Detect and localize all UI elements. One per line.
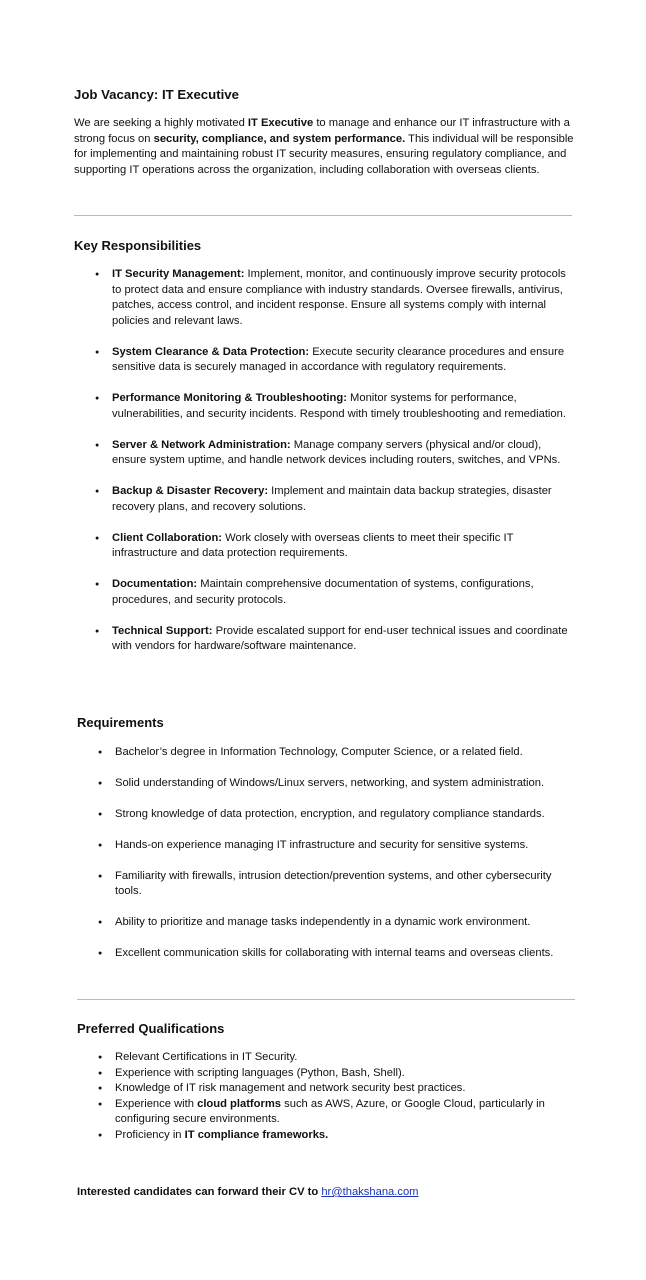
intro-bold-role: IT Executive: [247, 117, 314, 129]
responsibilities-heading: Key Responsibilities: [74, 238, 202, 253]
preferred-bold: IT compliance frameworks.: [184, 1128, 329, 1141]
responsibility-text: Manage company servers (physical and/or cloud), ensure system uptime, and handle network devices including routers, switches, and VPNs.: [112, 438, 561, 467]
divider-bottom: [77, 999, 575, 1000]
responsibility-label: Server & Network Administration:: [112, 438, 291, 451]
requirement-item: ● Hands-on experience managing IT infrastructure and security for sensitive systems.: [77, 838, 577, 854]
responsibility-label: Technical Support:: [112, 624, 213, 637]
preferred-bold: cloud platforms: [197, 1097, 282, 1110]
responsibility-label: Performance Monitoring & Troubleshooting:: [112, 392, 347, 405]
intro-bold-focus: security, compliance, and system performance.: [153, 132, 406, 145]
preferred-text: Experience with: [115, 1097, 198, 1110]
preferred-text: Knowledge of IT risk management and network security best practices.: [115, 1082, 466, 1095]
responsibility-label: Client Collaboration:: [112, 531, 223, 544]
responsibility-item: [74, 624, 570, 655]
responsibility-label: Backup & Disaster Recovery:: [112, 485, 269, 498]
responsibility-text: Implement and maintain data backup strategies, disaster recovery plans, and recovery solutions.: [112, 485, 552, 513]
responsibility-item: [74, 531, 570, 562]
preferred-text-end: such as AWS, Azure, or Google Cloud, particularly in configuring secure environments.: [115, 1097, 545, 1126]
responsibility-item: [74, 391, 570, 422]
requirements-heading: Requirements: [77, 715, 164, 730]
intro-text-1: We are seeking a highly motivated: [74, 117, 248, 129]
preferred-text: Proficiency in: [115, 1128, 185, 1141]
intro-paragraph: [74, 116, 574, 178]
requirement-item: ● Excellent communication skills for collaborating with internal teams and overseas clients.: [77, 946, 577, 962]
preferred-text: Experience with scripting languages (Python, Bash, Shell).: [115, 1066, 405, 1079]
responsibility-item: [74, 484, 570, 515]
preferred-item: [77, 1128, 577, 1144]
responsibility-label: IT Security Management:: [112, 268, 245, 280]
responsibility-text: Maintain comprehensive documentation of systems, configurations, procedures, and security protocols.: [112, 578, 534, 606]
divider-top: [74, 215, 572, 216]
preferred-text: Relevant Certifications in IT Security.: [115, 1051, 298, 1063]
requirement-item: ● Solid understanding of Windows/Linux servers, networking, and system administration.: [77, 776, 577, 792]
responsibilities-list: [74, 267, 570, 670]
preferred-list: [77, 1050, 577, 1144]
intro-text-2: to manage and enhance our IT infrastructure with a strong focus on: [74, 117, 570, 145]
preferred-item: [77, 1066, 577, 1082]
responsibility-text: Work closely with overseas clients to meet their specific IT infrastructure and data protection requirements.: [112, 531, 514, 560]
preferred-item: [77, 1097, 577, 1128]
responsibility-text: Monitor systems for performance, vulnerabilities, and security incidents. Respond with timely troubleshooting and remediation.: [112, 392, 566, 420]
responsibility-item: [74, 267, 570, 329]
preferred-item: [77, 1081, 577, 1097]
responsibility-item: [74, 345, 570, 376]
requirements-list: [77, 745, 577, 977]
responsibility-text: Provide escalated support for end-user technical issues and coordinate with vendors for hardware/software maintenance.: [112, 624, 568, 653]
responsibility-item: [74, 438, 570, 469]
requirement-item: ● Strong knowledge of data protection, encryption, and regulatory compliance standards.: [77, 807, 577, 823]
intro-text-3: This individual will be responsible for implementing and maintaining robust IT security measures, ensuring regulatory compliance, and supporting IT operations across the organization, including collaboration with overseas clients.: [74, 132, 574, 176]
email-link[interactable]: hr@thakshana.com: [321, 1186, 419, 1198]
requirement-item: ● Ability to prioritize and manage tasks independently in a dynamic work environment.: [77, 915, 577, 931]
contact-line: [77, 1185, 419, 1201]
page-title: Job Vacancy: IT Executive: [74, 87, 239, 102]
responsibility-text: Execute security clearance procedures and ensure sensitive data is securely managed in accordance with regulatory requirements.: [112, 345, 565, 374]
preferred-heading: Preferred Qualifications: [77, 1021, 225, 1036]
responsibility-text: Implement, monitor, and continuously improve security protocols to protect data and ensure compliance with industry standards. Oversee firewalls, antivirus, patches, access control, and incident response. Ensure all systems comply with internal policies and relevant laws.: [112, 268, 566, 327]
requirement-item: ● Familiarity with firewalls, intrusion detection/prevention systems, and other cybersecurity tools.: [77, 869, 577, 900]
responsibility-label: Documentation:: [112, 578, 198, 591]
requirement-item: ● Bachelor’s degree in Information Technology, Computer Science, or a related field.: [77, 745, 577, 761]
responsibility-item: [74, 577, 570, 608]
responsibility-label: System Clearance & Data Protection:: [112, 345, 310, 358]
contact-text: Interested candidates can forward their CV to: [77, 1186, 322, 1198]
preferred-item: [77, 1050, 577, 1066]
